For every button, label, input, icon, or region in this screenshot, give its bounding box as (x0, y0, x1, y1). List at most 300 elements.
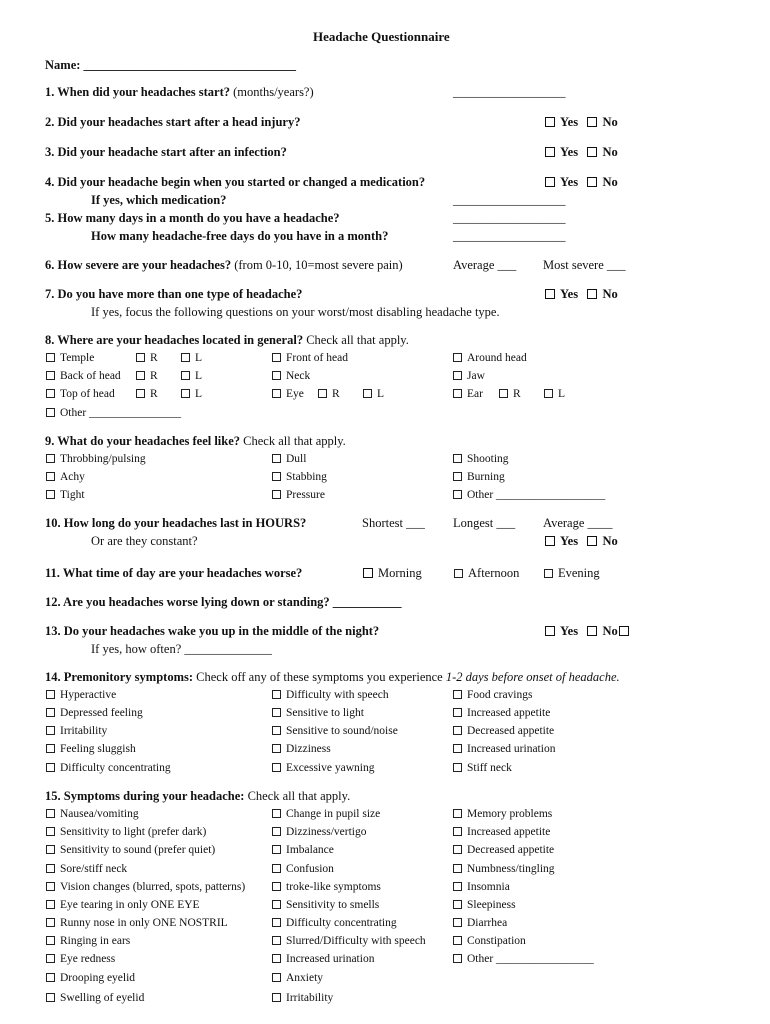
checkbox[interactable] (46, 936, 55, 945)
option-label: R (150, 370, 158, 382)
q14-option[interactable] (453, 761, 512, 776)
checkbox[interactable] (318, 389, 327, 398)
q7-yes-checkbox[interactable] (545, 289, 555, 299)
name-row (45, 58, 296, 73)
yes-label: Yes (560, 115, 579, 129)
option-label: Imbalance (286, 844, 334, 856)
q15-option[interactable] (46, 825, 206, 840)
no-label: No (602, 624, 618, 638)
q12-answer-line[interactable]: ___________ (332, 595, 402, 609)
q4-no-checkbox[interactable] (587, 177, 597, 187)
q9-option[interactable] (272, 452, 306, 467)
yes-label: Yes (560, 145, 579, 159)
q15-option[interactable] (46, 898, 200, 913)
q14-option[interactable] (46, 688, 116, 703)
q15-option[interactable] (46, 843, 215, 858)
q8-temple[interactable] (46, 351, 94, 366)
q4-sub: If yes, which medication? (91, 193, 227, 207)
option-label: Throbbing/pulsing (60, 453, 146, 465)
q9 (45, 434, 346, 449)
q15-option[interactable] (453, 807, 552, 822)
checkbox[interactable] (272, 882, 281, 891)
option-label: Sensitivity to sound (prefer quiet) (60, 844, 216, 856)
option-label: Morning (378, 566, 422, 580)
q8-label: 8. Where are your headaches located in general? (45, 333, 304, 347)
option-label: Irritability (286, 992, 334, 1004)
q9-option[interactable] (453, 470, 505, 485)
checkbox[interactable] (46, 845, 55, 854)
option-label: troke-like symptoms (286, 881, 381, 893)
option-label: Pressure (286, 489, 325, 501)
q14-option[interactable] (453, 724, 554, 739)
option-label: Difficulty with speech (286, 689, 389, 701)
option-label: Shooting (467, 453, 509, 465)
q10-options (545, 534, 618, 549)
q14-option[interactable] (453, 688, 532, 703)
checkbox[interactable] (46, 882, 55, 891)
q6-note: (from 0-10, 10=most severe pain) (234, 258, 403, 272)
checkbox[interactable] (272, 726, 281, 735)
checkbox[interactable] (272, 900, 281, 909)
option-label: Anxiety (286, 972, 324, 984)
q14-note-italic: 1-2 days before onset of headache. (445, 670, 620, 684)
checkbox[interactable] (46, 353, 55, 362)
q14-note: Check off any of these symptoms you experience (196, 670, 443, 684)
q9-note: Check all that apply. (243, 434, 346, 448)
option-label: Decreased appetite (467, 725, 555, 737)
q8 (45, 333, 409, 348)
option-label: Food cravings (467, 689, 533, 701)
checkbox[interactable] (453, 900, 462, 909)
q2-no-checkbox[interactable] (587, 117, 597, 127)
q8-top-r[interactable] (136, 387, 158, 402)
checkbox[interactable] (272, 827, 281, 836)
checkbox[interactable] (454, 569, 463, 578)
option-label: L (195, 370, 203, 382)
q5-sub: How many headache-free days do you have in a month? (91, 229, 389, 243)
checkbox[interactable] (46, 827, 55, 836)
option-label: Ear (467, 388, 483, 400)
option-label: Feeling sluggish (60, 743, 136, 755)
q1 (45, 85, 314, 100)
checkbox[interactable] (46, 371, 55, 380)
checkbox[interactable] (453, 389, 462, 398)
q15-option[interactable] (46, 971, 135, 986)
option-label: Temple (60, 352, 95, 364)
option-label: Constipation (467, 935, 526, 947)
checkbox[interactable] (453, 690, 462, 699)
option-label: Sore/stiff neck (60, 863, 128, 875)
q15-option[interactable] (46, 952, 115, 967)
option-label: R (513, 388, 521, 400)
q7-sub: If yes, focus the following questions on your worst/most disabling headache type. (91, 305, 500, 319)
checkbox[interactable] (453, 353, 462, 362)
option-label: Dizziness (286, 743, 331, 755)
option-label: Insomnia (467, 881, 510, 893)
q14 (45, 670, 620, 685)
q8-back-r[interactable] (136, 369, 158, 384)
q15-option[interactable] (272, 916, 397, 931)
checkbox[interactable] (272, 708, 281, 717)
option-label: Excessive yawning (286, 762, 375, 774)
q11-afternoon[interactable] (454, 566, 519, 581)
checkbox[interactable] (272, 454, 281, 463)
option-label: Jaw (467, 370, 485, 382)
option-label: Eye (286, 388, 304, 400)
checkbox[interactable] (544, 389, 553, 398)
q14-option[interactable] (46, 761, 171, 776)
q10-sub: Or are they constant? (91, 534, 198, 548)
option-label: Drooping eyelid (60, 972, 136, 984)
q14-option[interactable] (272, 706, 364, 721)
option-label: Vision changes (blurred, spots, patterns) (60, 881, 246, 893)
q14-option[interactable] (453, 706, 550, 721)
q15-option[interactable] (46, 862, 127, 877)
q10-yes-checkbox[interactable] (545, 536, 555, 546)
option-label: L (558, 388, 566, 400)
q3-no-checkbox[interactable] (587, 147, 597, 157)
q15-option[interactable] (46, 934, 130, 949)
q9-option[interactable] (46, 470, 85, 485)
q15-option[interactable] (453, 898, 516, 913)
q10-longest[interactable]: Longest ___ (453, 516, 516, 530)
checkbox[interactable] (272, 353, 281, 362)
no-label: No (602, 115, 618, 129)
checkbox[interactable] (272, 918, 281, 927)
checkbox[interactable] (453, 827, 462, 836)
option-label: R (332, 388, 340, 400)
checkbox[interactable] (499, 389, 508, 398)
q6-average[interactable]: Average ___ (453, 258, 517, 272)
checkbox[interactable] (46, 809, 55, 818)
q4-answer-line[interactable]: __________________ (453, 193, 566, 207)
checkbox[interactable] (272, 954, 281, 963)
q8-back-l[interactable] (181, 369, 202, 384)
option-label: Stiff neck (467, 762, 512, 774)
q2-options (545, 115, 618, 130)
q9-option[interactable] (453, 452, 509, 467)
checkbox[interactable] (453, 954, 462, 963)
q10-shortest[interactable]: Shortest ___ (362, 516, 425, 530)
q15-label: 15. Symptoms during your headache: (45, 789, 245, 803)
checkbox[interactable] (46, 472, 55, 481)
checkbox[interactable] (46, 389, 55, 398)
q4-options (545, 175, 618, 190)
q14-label: 14. Premonitory symptoms: (45, 670, 194, 684)
checkbox[interactable] (46, 744, 55, 753)
q15-option[interactable] (46, 916, 228, 931)
checkbox[interactable] (181, 353, 190, 362)
q7-options (545, 287, 618, 302)
q8-eye-r[interactable] (318, 387, 340, 402)
option-label: Other ________________ (60, 407, 182, 419)
option-label: Eye redness (60, 953, 116, 965)
option-label: Ringing in ears (60, 935, 131, 947)
q8-temple-r[interactable] (136, 351, 158, 366)
option-label: Increased appetite (467, 826, 551, 838)
q1-label: 1. When did your headaches start? (45, 85, 230, 99)
checkbox[interactable] (46, 726, 55, 735)
q8-neck[interactable] (272, 369, 310, 384)
q8-ear[interactable] (453, 387, 483, 402)
checkbox[interactable] (46, 454, 55, 463)
q8-top-l[interactable] (181, 387, 202, 402)
no-label: No (602, 534, 618, 548)
q15-option[interactable] (453, 825, 550, 840)
checkbox[interactable] (453, 490, 462, 499)
checkbox[interactable] (272, 809, 281, 818)
checkbox[interactable] (363, 389, 372, 398)
q11-label: 11. What time of day are your headaches worse? (45, 566, 303, 580)
option-label: Numbness/tingling (467, 863, 555, 875)
q15-option[interactable] (272, 952, 374, 967)
option-label: Swelling of eyelid (60, 992, 145, 1004)
q15-option[interactable] (453, 934, 526, 949)
checkbox[interactable] (453, 371, 462, 380)
option-label: Sensitive to light (286, 707, 364, 719)
checkbox[interactable] (46, 973, 55, 982)
option-label: Decreased appetite (467, 844, 555, 856)
q8-other[interactable] (46, 406, 181, 421)
q4-yes-checkbox[interactable] (545, 177, 555, 187)
q2-yes-checkbox[interactable] (545, 117, 555, 127)
checkbox[interactable] (136, 371, 145, 380)
option-label: R (150, 388, 158, 400)
q15-option[interactable] (453, 916, 507, 931)
q14-option[interactable] (272, 742, 331, 757)
q13-options (545, 624, 634, 639)
q8-eye-l[interactable] (363, 387, 384, 402)
option-label: R (150, 352, 158, 364)
q15-option[interactable] (272, 880, 381, 895)
option-label: Afternoon (468, 566, 520, 580)
q8-ear-l[interactable] (544, 387, 565, 402)
q15-option[interactable] (46, 880, 245, 895)
checkbox[interactable] (136, 389, 145, 398)
q11-morning[interactable] (363, 566, 422, 581)
checkbox[interactable] (453, 918, 462, 927)
q15-option[interactable] (272, 898, 379, 913)
checkbox[interactable] (272, 472, 281, 481)
q8-top[interactable] (46, 387, 115, 402)
checkbox[interactable] (272, 389, 281, 398)
q13-label: 13. Do your headaches wake you up in the middle of the night? (45, 624, 380, 638)
option-label: Dull (286, 453, 307, 465)
q6-most-severe[interactable]: Most severe ___ (543, 258, 626, 272)
checkbox[interactable] (453, 726, 462, 735)
q15-option[interactable] (272, 807, 380, 822)
checkbox[interactable] (272, 845, 281, 854)
option-label: Other _________________ (467, 953, 594, 965)
q15-option[interactable] (453, 880, 510, 895)
no-label: No (602, 175, 618, 189)
option-label: Around head (467, 352, 527, 364)
q8-jaw[interactable] (453, 369, 485, 384)
checkbox[interactable] (46, 918, 55, 927)
checkbox[interactable] (453, 454, 462, 463)
q7-no-checkbox[interactable] (587, 289, 597, 299)
q9-option[interactable] (453, 488, 605, 503)
option-label: Irritability (60, 725, 108, 737)
q15-option[interactable] (453, 843, 554, 858)
q1-answer-line[interactable]: __________________ (453, 85, 566, 99)
name-label: Name: (45, 58, 81, 72)
checkbox[interactable] (544, 569, 553, 578)
option-label: Front of head (286, 352, 348, 364)
checkbox[interactable] (46, 900, 55, 909)
checkbox[interactable] (272, 864, 281, 873)
q9-option[interactable] (46, 488, 85, 503)
option-label: Nausea/vomiting (60, 808, 139, 820)
q15-option[interactable] (46, 807, 139, 822)
checkbox[interactable] (46, 864, 55, 873)
checkbox[interactable] (453, 809, 462, 818)
checkbox[interactable] (272, 690, 281, 699)
checkbox[interactable] (453, 763, 462, 772)
q6 (45, 258, 403, 273)
q10-no-checkbox[interactable] (587, 536, 597, 546)
option-label: Increased urination (286, 953, 375, 965)
option-label: Burning (467, 471, 505, 483)
option-label: Eye tearing in only ONE EYE (60, 899, 200, 911)
checkbox[interactable] (272, 993, 281, 1002)
option-label: Achy (60, 471, 85, 483)
q3-yes-checkbox[interactable] (545, 147, 555, 157)
yes-label: Yes (560, 624, 579, 638)
checkbox[interactable] (453, 864, 462, 873)
checkbox[interactable] (46, 993, 55, 1002)
q14-option[interactable] (272, 761, 374, 776)
q8-back[interactable] (46, 369, 121, 384)
q11-evening[interactable] (544, 566, 600, 581)
checkbox[interactable] (181, 371, 190, 380)
q15-option[interactable] (272, 934, 426, 949)
option-label: Depressed feeling (60, 707, 143, 719)
option-label: L (377, 388, 385, 400)
option-label: Sensitivity to smells (286, 899, 380, 911)
q8-around[interactable] (453, 351, 527, 366)
checkbox[interactable] (453, 936, 462, 945)
yes-label: Yes (560, 175, 579, 189)
checkbox[interactable] (46, 763, 55, 772)
q14-option[interactable] (453, 742, 555, 757)
checkbox[interactable] (46, 490, 55, 499)
option-label: Hyperactive (60, 689, 117, 701)
option-label: L (195, 388, 203, 400)
q1-note: (months/years?) (233, 85, 314, 99)
no-label: No (602, 145, 618, 159)
checkbox[interactable] (46, 408, 55, 417)
checkbox[interactable] (272, 744, 281, 753)
q8-ear-r[interactable] (499, 387, 521, 402)
option-label: Evening (558, 566, 600, 580)
page-title: Headache Questionnaire (313, 29, 450, 44)
option-label: Back of head (60, 370, 121, 382)
name-field[interactable]: __________________________________ (83, 58, 297, 72)
q5-answer-line-2[interactable]: __________________ (453, 229, 566, 243)
q10-label: 10. How long do your headaches last in HOURS? (45, 516, 307, 530)
yes-label: Yes (560, 287, 579, 301)
option-label: Diarrhea (467, 917, 508, 929)
q15-option[interactable] (453, 862, 555, 877)
q8-note: Check all that apply. (306, 333, 409, 347)
option-label: Dizziness/vertigo (286, 826, 367, 838)
checkbox[interactable] (272, 936, 281, 945)
q13-no-checkbox[interactable] (587, 626, 597, 636)
checkbox[interactable] (453, 882, 462, 891)
q13-yes-checkbox[interactable] (545, 626, 555, 636)
checkbox[interactable] (272, 763, 281, 772)
option-label: Increased urination (467, 743, 556, 755)
q9-option[interactable] (272, 470, 327, 485)
q14-option[interactable] (272, 688, 389, 703)
checkbox[interactable] (453, 845, 462, 854)
q15-option[interactable] (272, 971, 323, 986)
checkbox[interactable] (272, 973, 281, 982)
q14-option[interactable] (46, 724, 107, 739)
option-label: Neck (286, 370, 311, 382)
q15-option[interactable] (46, 991, 144, 1006)
checkbox[interactable] (46, 708, 55, 717)
checkbox[interactable] (272, 371, 281, 380)
option-label: Runny nose in only ONE NOSTRIL (60, 917, 228, 929)
q7-label: 7. Do you have more than one type of headache? (45, 287, 303, 301)
q14-option[interactable] (272, 724, 398, 739)
q12-label: 12. Are you headaches worse lying down or standing? (45, 595, 330, 609)
checkbox[interactable] (272, 490, 281, 499)
q8-front[interactable] (272, 351, 348, 366)
option-label: Sleepiness (467, 899, 516, 911)
q9-option[interactable] (46, 452, 146, 467)
q10-average[interactable]: Average ____ (543, 516, 613, 530)
checkbox[interactable] (453, 744, 462, 753)
q4-label: 4. Did your headache begin when you started or changed a medication? (45, 175, 426, 189)
q15-option[interactable] (272, 862, 334, 877)
q14-option[interactable] (46, 742, 136, 757)
option-label: Stabbing (286, 471, 327, 483)
q5-answer-line-1[interactable]: __________________ (453, 211, 566, 225)
option-label: Sensitivity to light (prefer dark) (60, 826, 207, 838)
checkbox[interactable] (136, 353, 145, 362)
q15-option[interactable] (272, 991, 333, 1006)
q15 (45, 789, 350, 804)
checkbox[interactable] (363, 568, 373, 578)
option-label: Slurred/Difficulty with speech (286, 935, 426, 947)
q15-option[interactable] (272, 825, 366, 840)
option-label: Other ___________________ (467, 489, 606, 501)
q9-option[interactable] (272, 488, 325, 503)
no-label: No (602, 287, 618, 301)
option-label: Difficulty concentrating (60, 762, 171, 774)
option-label: Memory problems (467, 808, 553, 820)
checkbox[interactable] (453, 472, 462, 481)
q15-option[interactable] (453, 952, 594, 967)
option-label: Change in pupil size (286, 808, 381, 820)
checkbox[interactable] (46, 954, 55, 963)
q8-temple-l[interactable] (181, 351, 202, 366)
checkbox[interactable] (453, 708, 462, 717)
extra-checkbox[interactable] (619, 626, 629, 636)
q13-sub[interactable]: If yes, how often? ______________ (91, 642, 272, 656)
option-label: Confusion (286, 863, 334, 875)
q14-option[interactable] (46, 706, 143, 721)
checkbox[interactable] (181, 389, 190, 398)
q15-option[interactable] (272, 843, 334, 858)
checkbox[interactable] (46, 690, 55, 699)
q8-eye[interactable] (272, 387, 304, 402)
option-label: Difficulty concentrating (286, 917, 397, 929)
q9-label: 9. What do your headaches feel like? (45, 434, 241, 448)
